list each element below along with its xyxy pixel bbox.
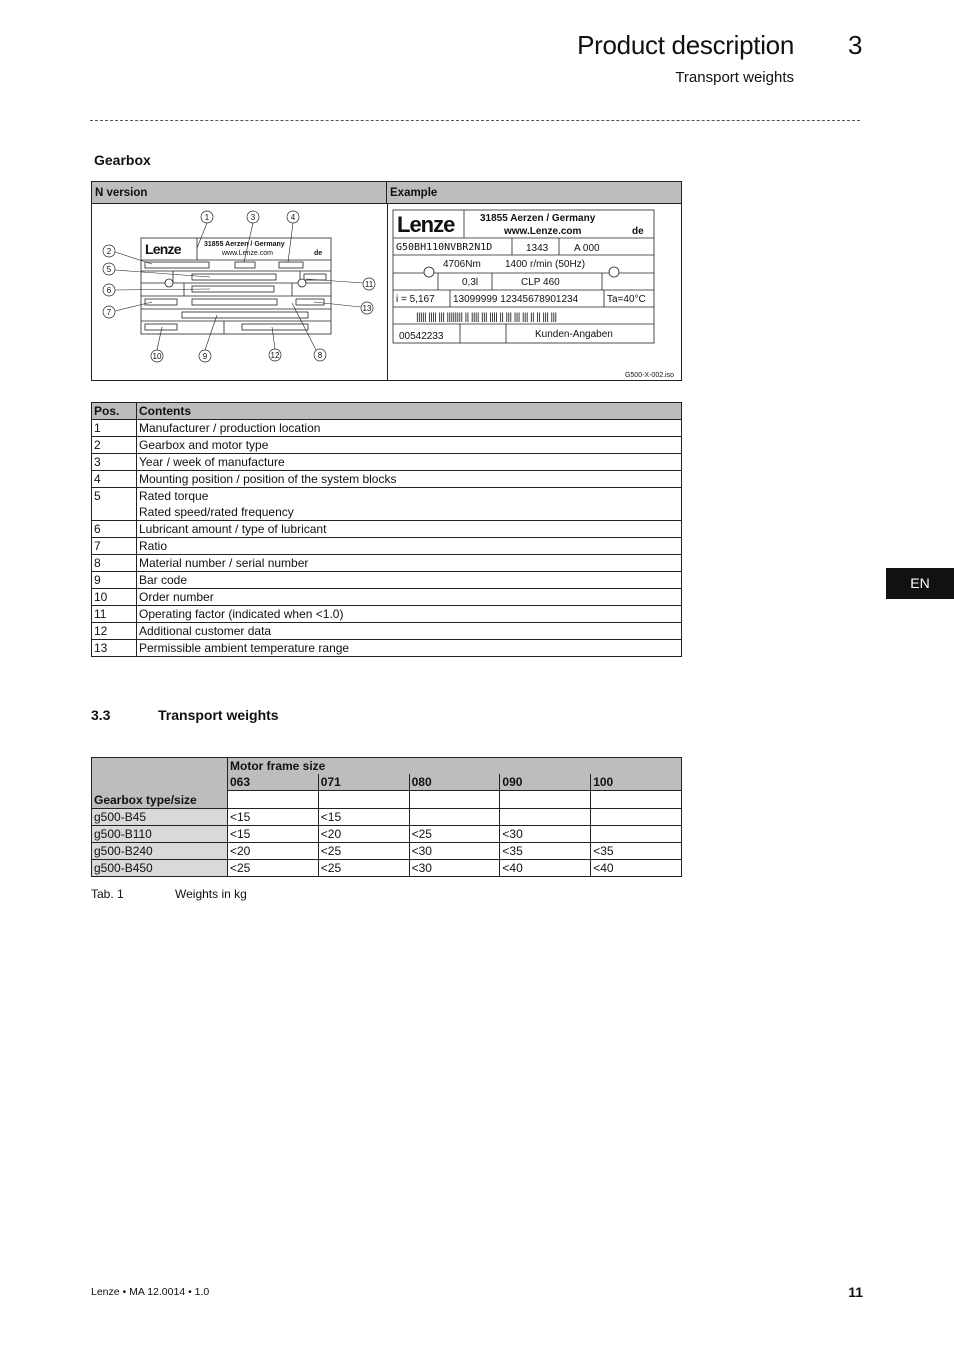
- example-ambient: Ta=40°C: [607, 294, 646, 305]
- contents-cell: Year / week of manufacture: [137, 454, 682, 471]
- example-web: www.Lenze.com: [504, 226, 582, 237]
- contents-cell: Operating factor (indicated when <1.0): [137, 606, 682, 623]
- pos-cell: 5: [92, 488, 137, 521]
- pos-cell: 8: [92, 555, 137, 572]
- language-tab[interactable]: EN: [886, 568, 954, 599]
- gearbox-heading: Gearbox: [94, 152, 151, 168]
- weight-cell: <20: [228, 843, 319, 860]
- contents-cell: Permissible ambient temperature range: [137, 640, 682, 657]
- table-row: [92, 860, 682, 877]
- size-header: 063: [228, 774, 319, 791]
- page-number: 11: [848, 1284, 863, 1300]
- weight-cell: <30: [500, 826, 591, 843]
- chapter-number: 3: [848, 30, 863, 60]
- contents-cell: Additional customer data: [137, 623, 682, 640]
- example-speed: 1400 r/min (50Hz): [505, 259, 586, 270]
- contents-cell: Manufacturer / production location: [137, 420, 682, 437]
- table-header-row: [92, 758, 682, 775]
- pos-cell: 13: [92, 640, 137, 657]
- table-row: [92, 521, 682, 538]
- schematic-brand: Lenze: [145, 241, 181, 257]
- table-row: [92, 488, 682, 521]
- example-barcode: ||||| |||| ||| |||||||| || |||| ||| |||| || ||| ||| ||| || || ||| |||: [416, 312, 557, 323]
- pos-cell: 12: [92, 623, 137, 640]
- schematic-address: 31855 Aerzen / Germany: [204, 241, 285, 248]
- example-lube-amount: 0,3l: [462, 277, 479, 288]
- col-contents-header: Contents: [137, 403, 682, 420]
- footer-doc-id: Lenze • MA 12.0014 • 1.0: [91, 1286, 210, 1298]
- callout-label: 10: [152, 352, 162, 361]
- weight-cell: <15: [318, 809, 409, 826]
- weight-cell: <30: [409, 860, 500, 877]
- weight-cell: <25: [409, 826, 500, 843]
- position-table: [91, 402, 682, 657]
- table-row: [92, 826, 682, 843]
- pos-cell: 9: [92, 572, 137, 589]
- page-title: Product description: [577, 30, 794, 60]
- callout-9: [199, 315, 217, 362]
- pos-cell: 1: [92, 420, 137, 437]
- callout-label: 2: [106, 247, 112, 256]
- callout-4: [287, 211, 299, 262]
- pos-cell: 4: [92, 471, 137, 488]
- nameplate-drawing: [92, 182, 683, 382]
- example-header: Example: [387, 182, 681, 204]
- pos-cell: 3: [92, 454, 137, 471]
- table-row: [92, 572, 682, 589]
- section-number: 3.3: [91, 707, 111, 723]
- table-row: [92, 623, 682, 640]
- schematic-lang: de: [314, 250, 323, 257]
- table-row: [92, 471, 682, 488]
- weight-cell: <20: [318, 826, 409, 843]
- pos-cell: 2: [92, 437, 137, 454]
- contents-line: Rated speed/rated frequency: [139, 505, 294, 519]
- motor-frame-size-header: Motor frame size: [228, 758, 682, 775]
- example-customer: Kunden-Angaben: [535, 329, 613, 340]
- contents-cell: Lubricant amount / type of lubricant: [137, 521, 682, 538]
- table-row: [92, 809, 682, 826]
- weight-cell: <35: [591, 843, 682, 860]
- weight-cell: [409, 809, 500, 826]
- table-row: [92, 454, 682, 471]
- weight-cell: <25: [318, 860, 409, 877]
- caption-label: Tab. 1: [91, 887, 124, 901]
- col-pos-header: Pos.: [92, 403, 137, 420]
- example-lube-type: CLP 460: [521, 277, 560, 288]
- table-row: [92, 640, 682, 657]
- caption-text: Weights in kg: [175, 887, 247, 901]
- example-ratio: i = 5,167: [396, 294, 435, 305]
- table-row: [92, 555, 682, 572]
- callout-label: 5: [106, 265, 112, 274]
- weight-cell: <15: [228, 826, 319, 843]
- example-type: G50BH110NVBR2N1D: [396, 242, 493, 253]
- contents-line: Rated torque: [139, 489, 209, 503]
- size-header: 071: [318, 774, 409, 791]
- size-header: 080: [409, 774, 500, 791]
- callout-label: 13: [362, 304, 372, 313]
- size-header: 100: [591, 774, 682, 791]
- pos-cell: 6: [92, 521, 137, 538]
- weight-cell: [500, 809, 591, 826]
- callout-label: 3: [250, 213, 256, 222]
- nameplate-figure: [91, 181, 682, 381]
- callout-label: 8: [317, 351, 323, 360]
- callout-label: 6: [106, 286, 112, 295]
- weight-cell: <40: [591, 860, 682, 877]
- callout-5: [103, 263, 210, 277]
- example-year-week: 1343: [526, 243, 549, 254]
- section-title: Transport weights: [158, 707, 279, 723]
- weight-cell: [591, 809, 682, 826]
- example-lang: de: [632, 226, 644, 237]
- contents-cell: Gearbox and motor type: [137, 437, 682, 454]
- table-row: [92, 538, 682, 555]
- callout-label: 12: [270, 351, 280, 360]
- contents-cell: Order number: [137, 589, 682, 606]
- gearbox-type-header: Gearbox type/size: [92, 758, 228, 809]
- weight-cell: <25: [318, 843, 409, 860]
- contents-cell: Mounting position / position of the system blocks: [137, 471, 682, 488]
- table-row: [92, 420, 682, 437]
- table-row: [92, 437, 682, 454]
- contents-cell: Material number / serial number: [137, 555, 682, 572]
- weight-cell: <15: [228, 809, 319, 826]
- example-address: 31855 Aerzen / Germany: [480, 213, 596, 224]
- example-order: 00542233: [399, 331, 444, 342]
- example-mounting: A 000: [574, 243, 600, 254]
- table-row: [92, 843, 682, 860]
- contents-cell: Bar code: [137, 572, 682, 589]
- weight-cell: <35: [500, 843, 591, 860]
- n-version-header: N version: [92, 182, 387, 204]
- weight-cell: <30: [409, 843, 500, 860]
- weight-cell: [591, 826, 682, 843]
- callout-12: [269, 327, 281, 361]
- pos-cell: 7: [92, 538, 137, 555]
- weight-cell: <25: [228, 860, 319, 877]
- gearbox-label: g500-B450: [92, 860, 228, 877]
- table-header-row: [92, 403, 682, 420]
- example-torque: 4706Nm: [443, 259, 481, 270]
- callout-label: 9: [202, 352, 208, 361]
- figure-id: G500-X-002.iso: [624, 372, 674, 379]
- callout-10: [151, 327, 163, 362]
- callout-label: 11: [364, 280, 374, 289]
- example-serial: 13099999 12345678901234: [453, 294, 579, 305]
- weights-table: [91, 757, 682, 877]
- weight-cell: <40: [500, 860, 591, 877]
- page-subtitle: Transport weights: [675, 69, 794, 86]
- size-header: 090: [500, 774, 591, 791]
- contents-cell: Ratio: [137, 538, 682, 555]
- header-divider: [90, 120, 860, 121]
- table-row: [92, 589, 682, 606]
- pos-cell: 11: [92, 606, 137, 623]
- gearbox-label: g500-B110: [92, 826, 228, 843]
- callout-11: [306, 278, 375, 290]
- callout-13: [314, 302, 373, 314]
- callout-label: 7: [106, 308, 112, 317]
- callout-label: 4: [290, 213, 296, 222]
- pos-cell: 10: [92, 589, 137, 606]
- gearbox-label: g500-B240: [92, 843, 228, 860]
- schematic-web: www.Lenze.com: [222, 250, 273, 257]
- callout-label: 1: [204, 213, 210, 222]
- contents-cell: [137, 488, 682, 521]
- table-caption: [91, 887, 247, 901]
- gearbox-label: g500-B45: [92, 809, 228, 826]
- table-row: [92, 606, 682, 623]
- example-brand: Lenze: [397, 212, 455, 237]
